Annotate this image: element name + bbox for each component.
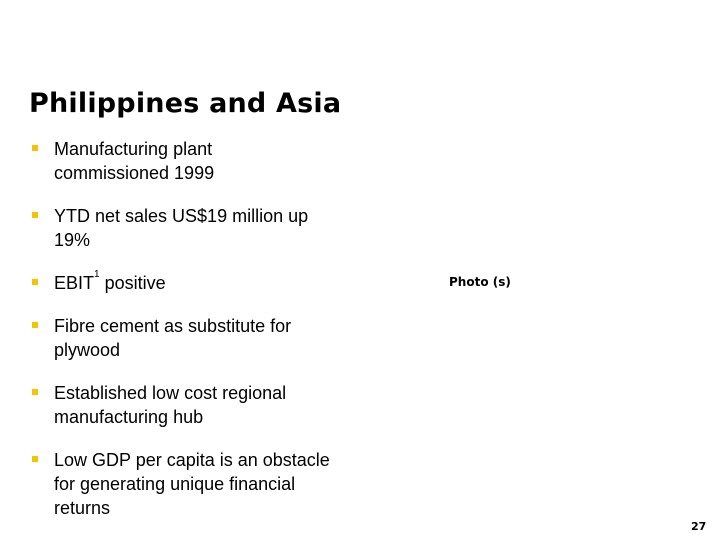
bullet-text — [54, 269, 166, 293]
bullet-text-tail: positive — [99, 273, 166, 293]
bullet-item — [32, 137, 332, 185]
bullet-text: Manufacturing plant commissioned 1999 — [54, 139, 215, 183]
square-bullet-icon — [32, 212, 38, 218]
bullet-item — [32, 381, 332, 429]
bullet-list — [32, 137, 332, 539]
bullet-item — [32, 314, 332, 362]
square-bullet-icon — [32, 389, 38, 395]
square-bullet-icon — [32, 145, 38, 151]
square-bullet-icon — [32, 322, 38, 328]
slide-title: Philippines and Asia — [29, 88, 342, 119]
square-bullet-icon — [32, 279, 38, 285]
bullet-item — [32, 448, 332, 520]
bullet-text: YTD net sales US$19 million up 19% — [54, 206, 309, 250]
bullet-text: Established low cost regional manufacturing hub — [54, 383, 287, 427]
bullet-text: Fibre cement as substitute for plywood — [54, 316, 292, 360]
bullet-text-main: EBIT — [54, 273, 95, 293]
footnote-marker: 1 — [94, 269, 100, 280]
bullet-text: Low GDP per capita is an obstacle for generating unique financial returns — [54, 450, 330, 518]
bullet-item — [32, 204, 332, 252]
square-bullet-icon — [32, 456, 38, 462]
page-number: 27 — [691, 520, 707, 533]
bullet-item — [32, 271, 332, 295]
photo-placeholder: Photo (s) — [449, 275, 511, 289]
